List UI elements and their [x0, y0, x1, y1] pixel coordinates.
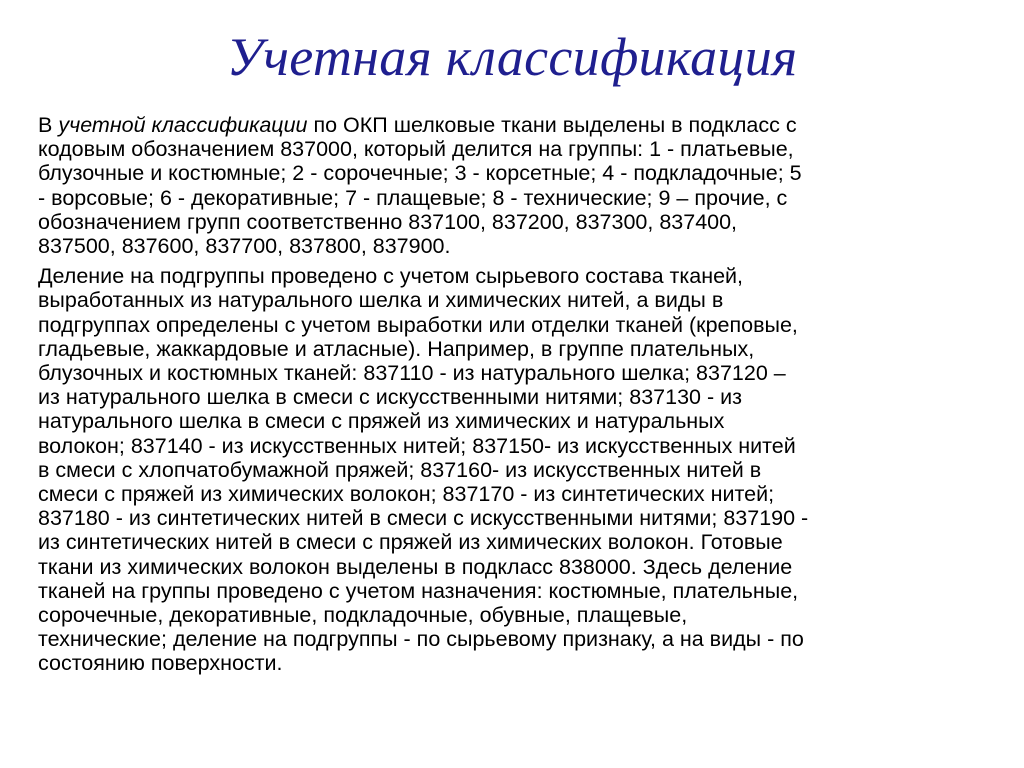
text-line: гладьевые, жаккардовые и атласные). Например, в группе плательных,: [38, 336, 755, 361]
text-line: 837180 - из синтетических нитей в смеси с искусственными нитями; 837190 -: [38, 506, 809, 531]
text-line: 837500, 837600, 837700, 837800, 837900.: [38, 234, 451, 259]
paragraph-subgroups: [38, 264, 1000, 675]
slide-body: [38, 113, 1000, 676]
text-line: кодовым обозначением 837000, который делится на группы: 1 - платьевые,: [38, 137, 794, 162]
text-line: тканей на группы проведено с учетом назначения: костюмные, плательные,: [38, 578, 799, 603]
text-line: блузочных и костюмных тканей: 837110 - из натурального шелка; 837120 –: [38, 361, 786, 386]
text-line: сорочечные, декоративные, подкладочные, обувные, плащевые,: [38, 603, 688, 628]
text-line: состоянию поверхности.: [38, 651, 283, 676]
text-line: [38, 113, 1000, 137]
text-line: из натурального шелка в смеси с искусственными нитями; 837130 - из: [38, 385, 742, 410]
slide-title: Учетная классификация: [226, 27, 798, 87]
text-line-suffix: по ОКП шелковые ткани выделены в подкласс с: [307, 113, 797, 137]
text-line: - ворсовые; 6 - декоративные; 7 - плащевые; 8 - технические; 9 – прочие, с: [38, 185, 788, 210]
text-line: ткани из химических волокон выделены в подкласс 838000. Здесь деление: [38, 554, 793, 579]
text-line: обозначением групп соответственно 837100, 837200, 837300, 837400,: [38, 209, 738, 234]
text-line: подгруппах определены с учетом выработки или отделки тканей (креповые,: [38, 312, 798, 337]
text-line: из синтетических нитей в смеси с пряжей из химических волокон. Готовые: [38, 530, 783, 555]
text-line: технические; деление на подгруппы - по сырьевому признаку, а на виды - по: [38, 627, 804, 652]
text-line: Деление на подгруппы проведено с учетом сырьевого состава тканей,: [38, 264, 744, 289]
paragraph-accounting-classification: [38, 113, 1000, 258]
text-line: в смеси с хлопчатобумажной пряжей; 837160- из искусственных нитей в: [38, 457, 762, 482]
text-line-italic-term: учетной классификации: [58, 113, 308, 137]
text-line: смеси с пряжей из химических волокон; 837170 - из синтетических нитей;: [38, 482, 775, 507]
text-line: натурального шелка в смеси с пряжей из химических и натуральных: [38, 409, 725, 434]
text-line: волокон; 837140 - из искусственных нитей; 837150- из искусственных нитей: [38, 433, 796, 458]
text-line-prefix: В: [38, 113, 59, 137]
text-line: блузочные и костюмные; 2 - сорочечные; 3 - корсетные; 4 - подкладочные; 5: [38, 161, 802, 186]
text-line: выработанных из натурального шелка и химических нитей, а виды в: [38, 288, 724, 313]
